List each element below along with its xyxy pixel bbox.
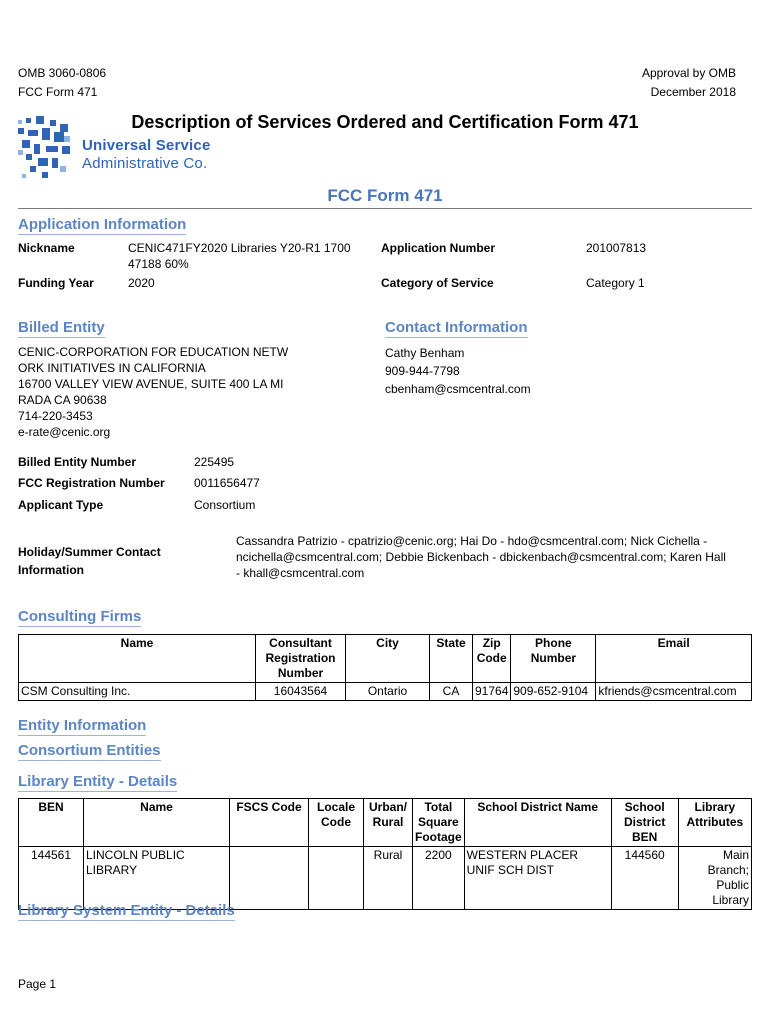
contact-info-heading: Contact Information (385, 319, 528, 336)
cell-district-ben: 144560 (611, 847, 678, 910)
cell-ben: 144561 (19, 847, 84, 910)
cell-email: kfriends@csmcentral.com (596, 683, 752, 701)
holiday-contact-label: Holiday/Summer Contact Information (18, 545, 161, 577)
fcc-registration-label: FCC Registration Number (18, 476, 165, 490)
applicant-type-value: Consortium (194, 498, 256, 512)
col-square-footage: Total Square Footage (413, 799, 465, 847)
col-name: Name (84, 799, 230, 847)
approval-text: Approval by OMB (641, 66, 736, 80)
omb-number: OMB 3060-0806 (18, 66, 107, 80)
consulting-firms-heading: Consulting Firms (18, 608, 142, 625)
holiday-contact-value: Cassandra Patrizio - cpatrizio@cenic.org; Hai Do - hdo@csmcentral.com; Nick Cichella - ncichella@csmcentral.com; Debbie Bickenbach - dbickenbach@csmcentral.com; Karen Hall - khall@csmcentral.com (236, 534, 726, 580)
title-divider (18, 208, 752, 209)
col-fscs: FSCS Code (230, 799, 309, 847)
contact-phone: 909-944-7798 (385, 364, 460, 378)
logo-text-line2: Administrative Co. (82, 155, 208, 172)
table-header-row (19, 799, 752, 847)
contact-name: Cathy Benham (385, 346, 465, 360)
col-email: Email (596, 635, 752, 683)
col-city: City (346, 635, 430, 683)
billed-entity-number-value: 225495 (194, 455, 235, 469)
category-value: Category 1 (586, 276, 645, 290)
billed-entity-heading: Billed Entity (18, 319, 105, 336)
cell-city: Ontario (346, 683, 430, 701)
col-urban-rural: Urban/ Rural (364, 799, 413, 847)
form-title: FCC Form 471 (327, 186, 443, 205)
application-number-label: Application Number (381, 241, 496, 255)
contact-email: cbenham@csmcentral.com (385, 382, 531, 396)
billed-entity-address: CENIC-CORPORATION FOR EDUCATION NETW ORK INITIATIVES IN CALIFORNIA 16700 VALLEY VIEW AVENUE, SUITE 400 LA MI RADA CA 90638 714-220-3453 e-rate@cenic.org (18, 345, 289, 439)
cell-square-footage: 2200 (413, 847, 465, 910)
nickname-label: Nickname (18, 241, 75, 255)
funding-year-value: 2020 (128, 276, 155, 290)
application-info-heading: Application Information (18, 216, 187, 233)
category-label: Category of Service (381, 276, 494, 290)
cell-phone: 909-652-9104 (511, 683, 596, 701)
col-school-district: School District Name (464, 799, 611, 847)
header-left (18, 64, 106, 102)
approval-date: December 2018 (650, 85, 736, 99)
cell-urban-rural: Rural (364, 847, 413, 910)
col-state: State (430, 635, 473, 683)
funding-year-label: Funding Year (18, 276, 94, 290)
fcc-registration-value: 0011656477 (194, 476, 260, 490)
cell-library-attributes: Main Branch; Public Library (678, 847, 751, 910)
logo-text-line1: Universal Service (82, 137, 211, 154)
col-phone: Phone Number (511, 635, 596, 683)
cell-locale (309, 847, 364, 910)
consortium-entities-heading: Consortium Entities (18, 742, 161, 759)
cell-zip: 91764 (473, 683, 511, 701)
contact-info (385, 344, 531, 398)
entity-info-heading: Entity Information (18, 717, 147, 734)
document-title: Description of Services Ordered and Certification Form 471 (131, 112, 639, 132)
col-zip: Zip Code (473, 635, 511, 683)
table-header-row (19, 635, 752, 683)
applicant-type-label: Applicant Type (18, 498, 104, 512)
header-right (642, 64, 736, 102)
col-district-ben: School District BEN (611, 799, 678, 847)
library-system-entity-heading: Library System Entity - Details (18, 902, 235, 919)
library-entity-table (18, 798, 752, 910)
cell-name: LINCOLN PUBLIC LIBRARY (84, 847, 230, 910)
col-ben: BEN (19, 799, 84, 847)
billed-entity-number-label: Billed Entity Number (18, 455, 137, 469)
col-consultant-reg: Consultant Registration Number (256, 635, 346, 683)
consulting-firms-table (18, 634, 752, 701)
table-row (19, 683, 752, 701)
cell-name: CSM Consulting Inc. (19, 683, 256, 701)
nickname-value: CENIC471FY2020 Libraries Y20-R1 1700 47188 60% (128, 241, 351, 271)
page-number: Page 1 (18, 977, 57, 991)
col-name: Name (19, 635, 256, 683)
cell-state: CA (430, 683, 473, 701)
cell-fscs (230, 847, 309, 910)
application-number-value: 201007813 (586, 241, 647, 255)
library-entity-heading: Library Entity - Details (18, 773, 178, 790)
col-locale: Locale Code (309, 799, 364, 847)
col-library-attributes: Library Attributes (678, 799, 751, 847)
cell-crn: 16043564 (256, 683, 346, 701)
form-number: FCC Form 471 (18, 85, 98, 99)
cell-school-district: WESTERN PLACER UNIF SCH DIST (464, 847, 611, 910)
table-row (19, 847, 752, 910)
